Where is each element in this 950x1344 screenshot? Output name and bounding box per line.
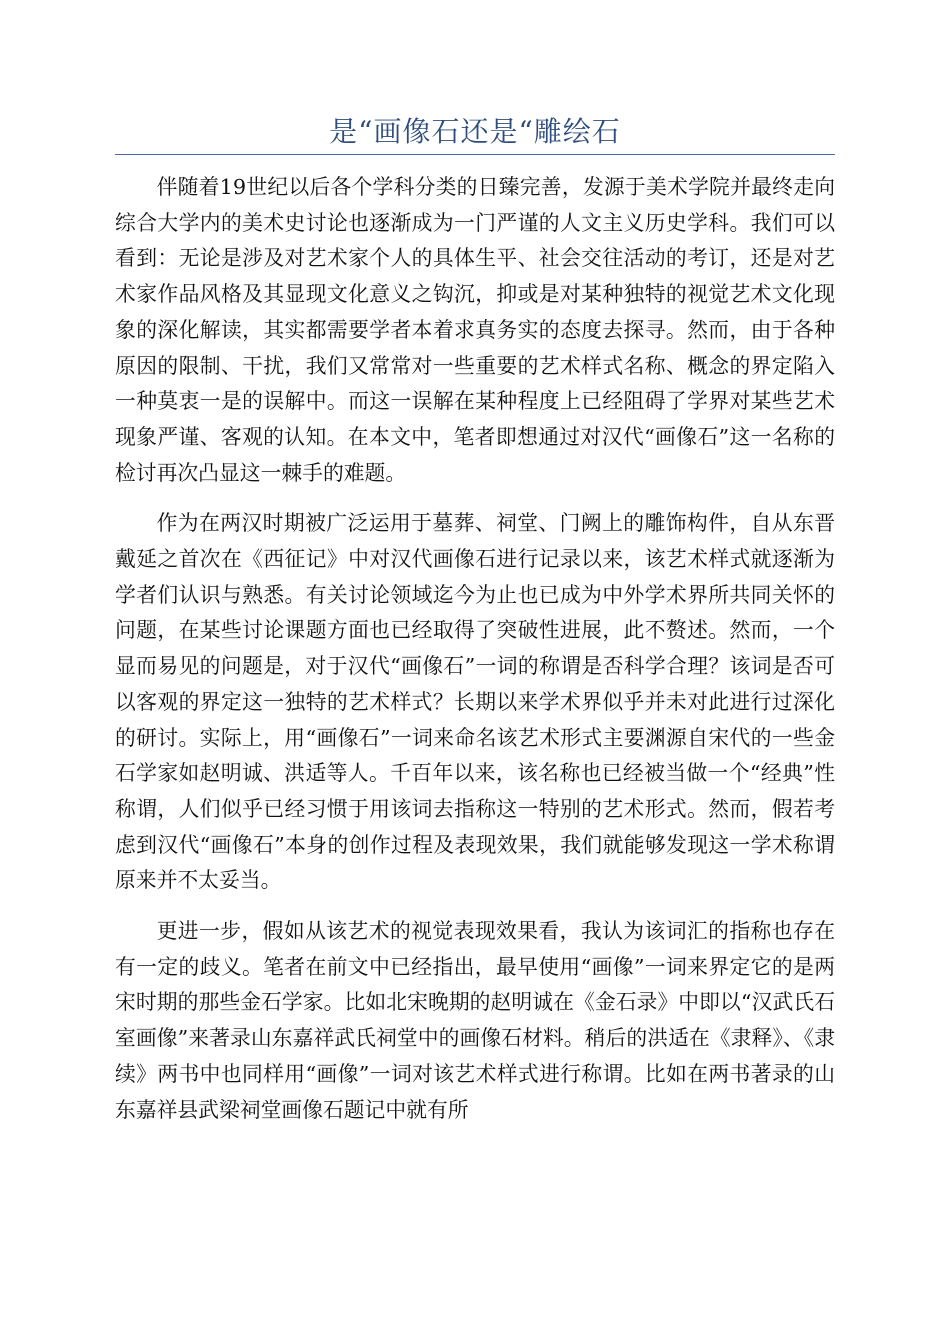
document-body [115,170,835,1143]
paragraph-3: 更进一步，假如从该艺术的视觉表现效果看，我认为该词汇的指称也存在有一定的歧义。笔者在前文中已经指出，最早使用“画像”一词来界定它的是两宋时期的那些金石学家。比如北宋晚期的赵明诚在《金石录》中即以“汉武氏石室画像”来著录山东嘉祥武氏祠堂中的画像石材料。稍后的洪适在《隶释》、《隶续》两书中也同样用“画像”一词对该艺术样式进行称谓。比如在两书著录的山东嘉祥县武梁祠堂画像石题记中就有所 [115,919,835,1122]
paragraph-2: 作为在两汉时期被广泛运用于墓葬、祠堂、门阙上的雕饰构件，自从东晋戴延之首次在《西征记》中对汉代画像石进行记录以来，该艺术样式就逐渐为学者们认识与熟悉。有关讨论领域迄今为止也已成为中外学术界所共同关怀的问题，在某些讨论课题方面也已经取得了突破性进展，此不赘述。然而，一个显而易见的问题是，对于汉代“画像石”一词的称谓是否科学合理？该词是否可以客观的界定这一独特的艺术样式？长期以来学术界似乎并未对此进行过深化的研讨。实际上，用“画像石”一词来命名该艺术形式主要渊源自宋代的一些金石学家如赵明诚、洪适等人。千百年以来，该名称也已经被当做一个“经典”性称谓，人们似乎已经习惯于用该词去指称这一特别的艺术形式。然而，假若考虑到汉代“画像石”本身的创作过程及表现效果，我们就能够发现这一学术称谓原来并不太妥当。 [115,511,835,893]
paragraph-1: 伴随着19世纪以后各个学科分类的日臻完善，发源于美术学院并最终走向综合大学内的美术史讨论也逐渐成为一门严谨的人文主义历史学科。我们可以看到：无论是涉及对艺术家个人的具体生平、社会交往活动的考订，还是对艺术家作品风格及其显现文化意义之钩沉，抑或是对某种独特的视觉艺术文化现象的深化解读，其实都需要学者本着求真务实的态度去探寻。然而，由于各种原因的限制、干扰，我们又常常对一些重要的艺术样式名称、概念的界定陷入一种莫衷一是的误解中。而这一误解在某种程度上已经阻碍了学界对某些艺术现象严谨、客观的认知。在本文中，笔者即想通过对汉代“画像石”这一名称的检讨再次凸显这一棘手的难题。 [115,175,835,485]
page-title: 是“画像石还是“雕绘石 [329,115,621,148]
title-underline [115,154,835,155]
